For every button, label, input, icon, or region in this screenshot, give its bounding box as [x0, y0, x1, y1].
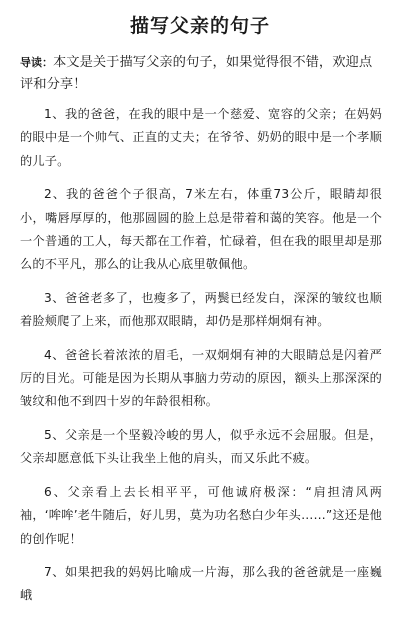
paragraph-4: 4、爸爸长着浓浓的眉毛，一双炯炯有神的大眼睛总是闪着严厉的目光。可能是因为长期从事脑力劳动的原因，额头上那深深的皱纹和他不到四十岁的年龄很相称。	[20, 347, 382, 409]
paragraph-5: 5、父亲是一个坚毅冷峻的男人，似乎永远不会屈服。但是，父亲却愿意低下头让我坐上他的肩头，而又乐此不疲。	[20, 427, 382, 466]
paragraph-1: 1、我的爸爸，在我的眼中是一个慈爱、宽容的父亲；在妈妈的眼中是一个帅气、正直的丈夫；在爷爷、奶奶的眼中是一个孝顺的儿子。	[20, 107, 382, 168]
paragraph-3: 3、爸爸老多了，也瘦多了，两鬓已经发白，深深的皱纹也顺着脸颊爬了上来，而他那双眼睛，却仍是那样炯炯有神。	[20, 290, 382, 329]
intro-lead-label: 导读：	[20, 56, 53, 69]
article-body	[20, 103, 382, 618]
paragraph-7: 7、如果把我的妈妈比喻成一片海，那么我的爸爸就是一座巍峨	[20, 564, 382, 603]
article-intro	[20, 52, 382, 96]
paragraph-2: 2、我的爸爸个子很高，7米左右，体重73公斤，眼睛却很小，嘴唇厚厚的，他那圆圆的脸上总是带着和蔼的笑容。他是一个一个普通的工人，每天都在工作着，忙碌着，但在我的眼里却是那么的不平凡，那么的让我从心底里敬佩他。	[20, 187, 382, 272]
article-title: 描写父亲的句子	[129, 15, 270, 37]
paragraph-6: 6、父亲看上去长相平平，可他诚府极深：“肩担清风两袖，‘哞哞’老牛随后，好儿男，莫为功名愁白少年头……”这还是他的创作呢！	[20, 484, 382, 546]
intro-text: 本文是关于描写父亲的句子，如果觉得很不错，欢迎点评和分享！	[20, 55, 373, 92]
